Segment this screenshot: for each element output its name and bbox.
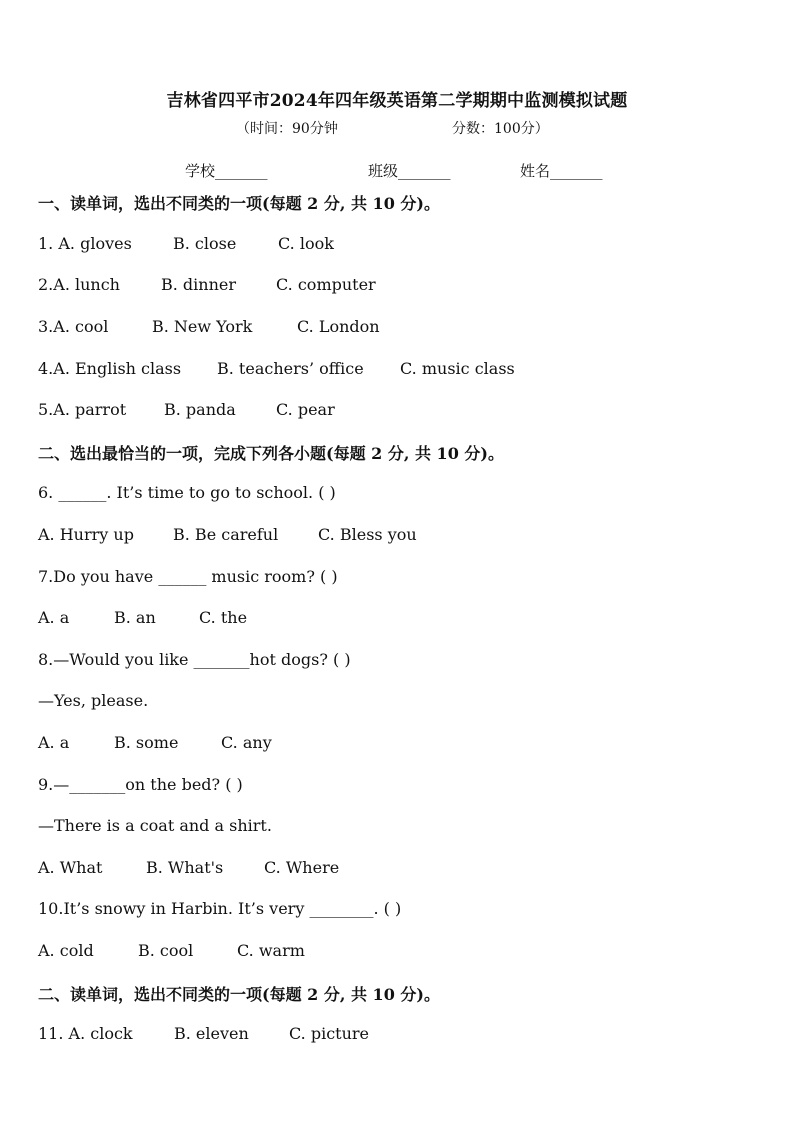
q6-stem: 6. ______. It’s time to go to school. ( )	[38, 483, 336, 502]
q8-option-c: C. any	[221, 733, 272, 752]
q2-option-a: 2.A. lunch	[38, 275, 120, 294]
q2-option-b: B. dinner	[161, 275, 237, 294]
q5-option-b: B. panda	[164, 400, 236, 419]
q4-option-a: 4.A. English class	[38, 359, 182, 378]
q9-reply: —There is a coat and a shirt.	[38, 816, 272, 835]
exam-score: 分数：100分）	[452, 121, 549, 137]
q1-option-b: B. close	[173, 234, 237, 253]
school-field: 学校_______	[185, 162, 268, 180]
q9-option-b: B. What's	[146, 858, 224, 877]
q9-option-a: A. What	[38, 858, 103, 877]
q8-option-a: A. a	[38, 733, 70, 752]
q2-option-c: C. computer	[276, 275, 376, 294]
q6-option-c: C. Bless you	[318, 525, 417, 544]
q7-stem: 7.Do you have ______ music room? ( )	[38, 567, 338, 586]
q6-option-a: A. Hurry up	[38, 525, 134, 544]
q6-option-b: B. Be careful	[173, 525, 279, 544]
q9-stem: 9.—_______on the bed? ( )	[38, 775, 243, 794]
q10-option-c: C. warm	[237, 941, 305, 960]
q3-option-b: B. New York	[152, 317, 253, 336]
name-field: 姓名_______	[520, 162, 603, 180]
q8-stem: 8.—Would you like _______hot dogs? ( )	[38, 650, 351, 669]
exam-time: （时间：90分钟	[236, 121, 338, 137]
section-2-heading: 二、选出最恰当的一项，完成下列各小题(每题 2 分, 共 10 分)。	[38, 444, 504, 463]
q10-option-b: B. cool	[138, 941, 194, 960]
q5-option-a: 5.A. parrot	[38, 400, 127, 419]
q8-option-b: B. some	[114, 733, 179, 752]
q7-option-c: C. the	[199, 608, 248, 627]
q4-option-b: B. teachers’ office	[217, 359, 364, 378]
q5-option-c: C. pear	[276, 400, 335, 419]
q7-option-b: B. an	[114, 608, 156, 627]
q11-option-a: 11. A. clock	[38, 1024, 133, 1043]
q8-reply: —Yes, please.	[38, 691, 149, 710]
section-1-heading: 一、读单词，选出不同类的一项(每题 2 分, 共 10 分)。	[38, 194, 440, 213]
q1-option-c: C. look	[278, 234, 334, 253]
section-3-heading: 二、读单词，选出不同类的一项(每题 2 分, 共 10 分)。	[38, 985, 440, 1004]
q10-option-a: A. cold	[38, 941, 94, 960]
q11-option-b: B. eleven	[174, 1024, 249, 1043]
q1-option-a: 1. A. gloves	[38, 234, 132, 253]
q10-stem: 10.It’s snowy in Harbin. It’s very ________. ( )	[38, 899, 402, 918]
exam-title: 吉林省四平市2024年四年级英语第二学期期中监测模拟试题	[166, 91, 628, 111]
q3-option-a: 3.A. cool	[38, 317, 109, 336]
class-field: 班级_______	[368, 162, 451, 180]
q11-option-c: C. picture	[289, 1024, 370, 1043]
q3-option-c: C. London	[297, 317, 380, 336]
q9-option-c: C. Where	[264, 858, 340, 877]
q4-option-c: C. music class	[400, 359, 515, 378]
q7-option-a: A. a	[38, 608, 70, 627]
